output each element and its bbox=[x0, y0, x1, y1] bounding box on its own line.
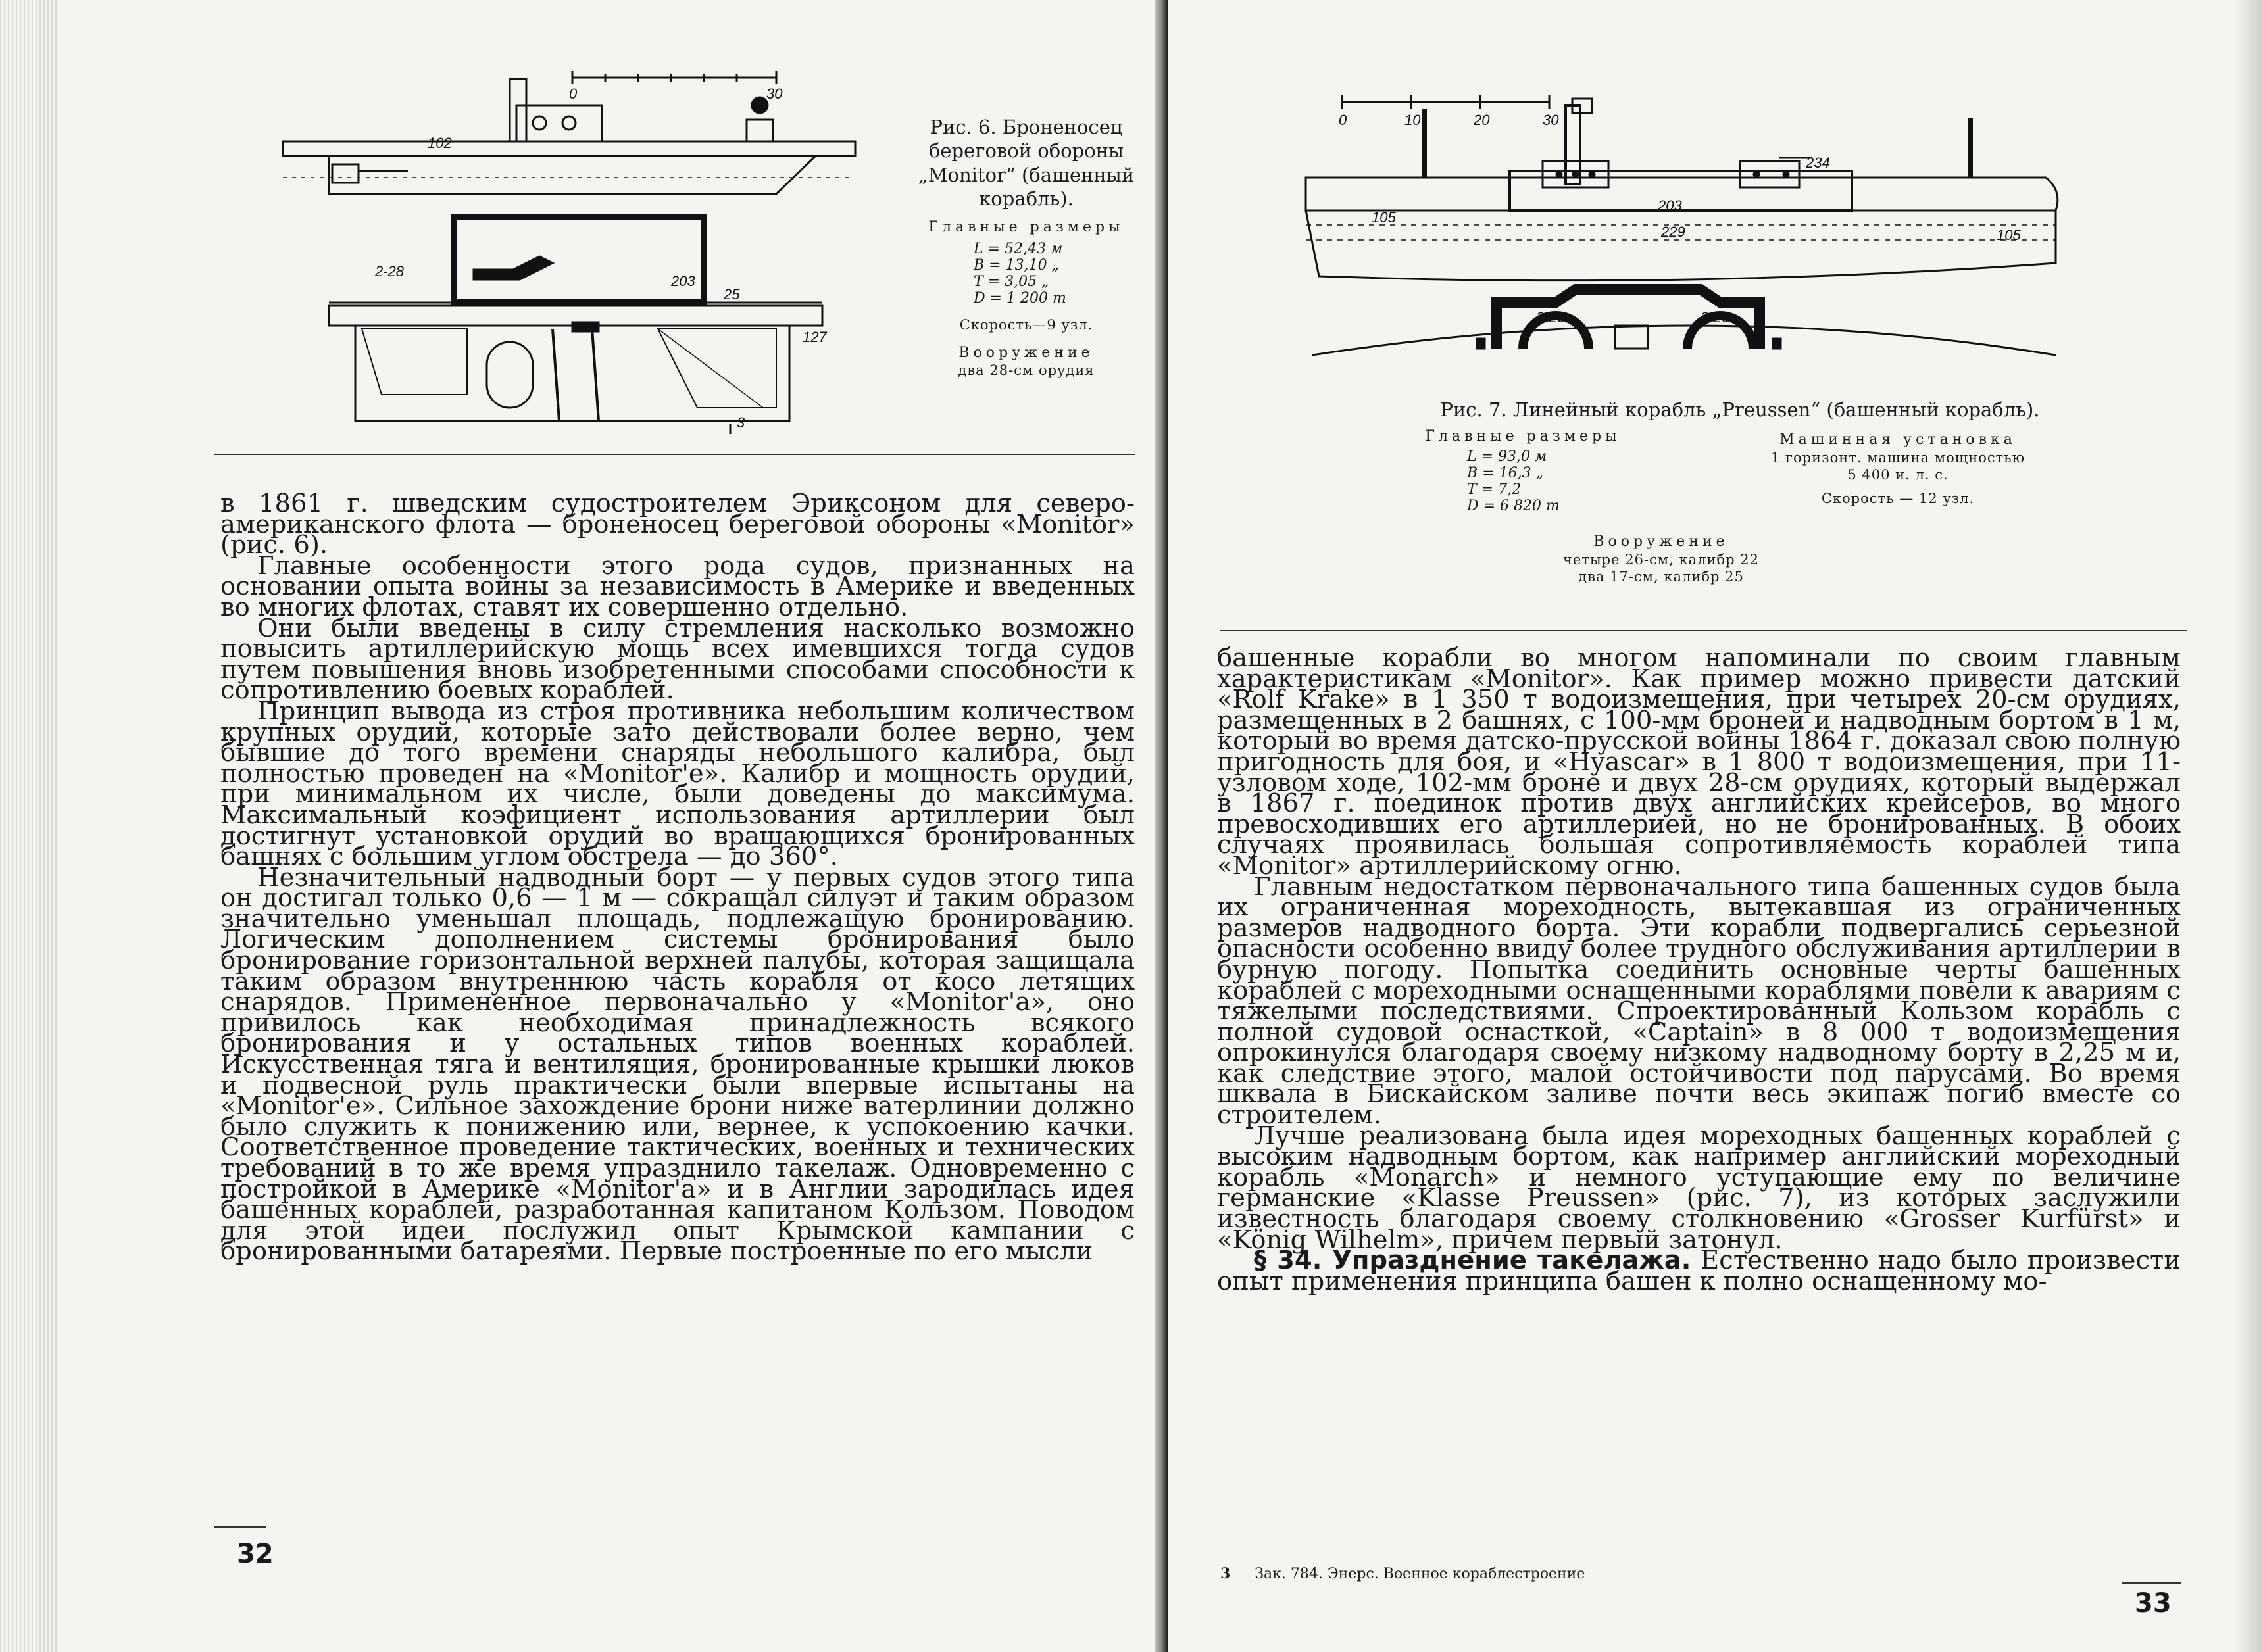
figure-caption-title: Рис. 7. Линейный корабль „Preussen“ (башенный корабль). bbox=[1440, 399, 2040, 421]
figure-7-machine bbox=[1707, 431, 2089, 507]
preussen-ship-drawing bbox=[1299, 79, 2089, 375]
footnote-number: 3 bbox=[1220, 1565, 1231, 1582]
paragraph: Главные особенности этого рода судов, признанных на основании опыта войны за независимость в Америке и введенных во многих флотах, ставят их совершенно отдельно. bbox=[220, 550, 1135, 622]
divider-rule bbox=[1220, 630, 2187, 631]
dim-value: T = 7,2 bbox=[1467, 481, 1522, 498]
figure-7-drawing bbox=[1299, 79, 2089, 375]
paragraph: в 1861 г. шведским судостроителем Эриксоном для северо-американского флота — броненосец береговой обороны «Monitor» (рис. 6). bbox=[220, 489, 1135, 560]
paragraph: Незначительный надводный борт — у первых судов этого типа он достигал только 0,6 — 1 м — сокращал силуэт и таким образом значительно уменьшал площадь, подлежащую бронированию. Логическим дополнением системы бронирования было бронирование горизонтальной верхней палубы, которая защищала таким образом внутреннюю часть корабля от косо летящих снарядов. Примененное первоначально у «Monitor'a», оно привилось как необходимая принадлежность всякого бронирования и у остальных типов военных кораблей. Искусственная тяга и вентиляция, бронированные крышки люков и подвесной руль практически были впервые испытаны на «Monitor'e». Сильное захождение брони ниже ватерлинии должно было служить к понижению или, вернее, к успокоению качки. Соответственное проведение тактических, военных и технических требований в то же время упразднило такелаж. Одновременно с постройкой в Америке «Monitor'a» и в Англии зародилась идея башенных кораблей, разработанная капитаном Кользом. Поводом для этой идеи послужил опыт Крымской кампании с бронированными батареями. Первые построенные по его мысли bbox=[220, 862, 1135, 1267]
armament-text: два 17-см, калибр 25 bbox=[1578, 568, 1744, 585]
scale-label: 0 bbox=[1339, 112, 1347, 128]
page-edge bbox=[2235, 0, 2261, 1652]
speed-text: Скорость — 12 узл. bbox=[1821, 491, 1975, 506]
machine-text: 5 400 и. л. с. bbox=[1847, 466, 1949, 483]
page-edge bbox=[0, 0, 59, 1652]
book-gutter bbox=[1155, 0, 1168, 1652]
dim-value: T = 3,05 „ bbox=[974, 274, 1049, 291]
scale-label: 30 bbox=[766, 85, 783, 102]
dim-label: 102 bbox=[428, 135, 452, 151]
figure-6-caption bbox=[908, 115, 1145, 379]
left-body-text bbox=[220, 489, 1135, 1267]
scale-label: 0 bbox=[569, 85, 578, 102]
dim-label: 25 bbox=[724, 286, 740, 303]
machine-heading: Машинная установка bbox=[1779, 431, 2016, 448]
speed-text: Скорость—9 узл. bbox=[959, 316, 1093, 333]
section-heading: § 34. Упразднение такелажа. bbox=[1254, 1246, 1691, 1276]
dim-value: L = 93,0 м bbox=[1467, 448, 1547, 465]
armament-text: два 28-см орудия bbox=[958, 362, 1095, 379]
paragraph: Принцип вывода из строя противника небольшим количеством крупных орудий, которые зато действовали более верно, чем бывшие до того времени снаряды небольшого калибра, был полностью проведен на «Monitor'e». Калибр и мощность орудий, при минимальном их числе, были доведены до максимума. Максимальный коэфициент использования артиллерии был достигнут установкой орудий во вращающихся бронированных башнях с большим углом обстрела — до 360°. bbox=[220, 696, 1135, 872]
machine-text: 1 горизонт. машина мощностью bbox=[1771, 449, 2025, 466]
footnote-text: Зак. 784. Энерс. Военное кораблестроение bbox=[1255, 1566, 1585, 1582]
right-body-text bbox=[1217, 643, 2181, 1296]
dim-value: B = 13,10 „ bbox=[974, 256, 1059, 274]
page-number: 32 bbox=[237, 1539, 274, 1569]
page-number-rule bbox=[214, 1526, 266, 1528]
paragraph: Главным недостатком первоначального типа башенных судов была их ограниченная мореходность, вытекавшая из ограниченных размеров надводного борта. Эти корабли подвергались серьезной опасности особенно ввиду более трудного обслуживания артиллерии в бурную погоду. Попытка соединить основные черты башенных кораблей с мореходными оснащенными кораблями повели к авариям с тяжелыми последствиями. Спроектированный Кользом корабль с полной судовой оснасткой, «Captain» в 8 000 т водоизмещения опрокинулся благодаря своему низкому надводному борту в 2,25 м и, как следствие этого, малой остойчивости под парусами. Во время шквала в Бискайском заливе почти весь экипаж погиб вместе со строителем. bbox=[1217, 871, 2181, 1130]
scale-label: 30 bbox=[1543, 112, 1559, 128]
monitor-ship-drawing bbox=[276, 66, 868, 434]
divider-rule bbox=[214, 454, 1135, 455]
page-number: 33 bbox=[2135, 1588, 2172, 1618]
dim-label: 127 bbox=[803, 329, 827, 345]
page-number-rule bbox=[2122, 1582, 2181, 1584]
paragraph: Лучше реализована была идея мореходных башенных кораблей с высоким надводным бортом, как например английский мореходный корабль «Monarch» и немного уступающие ему по величине германские «Klasse Preussen» (рис. 7), из которых заслужили известность благодаря своему столкновению «Grosser Kurfürst» и «König Wilhelm», причем первый затонул. bbox=[1217, 1121, 2181, 1255]
dims-list bbox=[1467, 449, 1579, 515]
dim-label: 2-28 bbox=[375, 263, 405, 279]
dim-label: 105 bbox=[1997, 227, 2021, 243]
dims-list bbox=[974, 241, 1079, 307]
armament-heading: Вооружение bbox=[958, 344, 1094, 361]
dim-label: 203 bbox=[671, 273, 695, 289]
right-page bbox=[1168, 0, 2261, 1652]
footnote bbox=[1220, 1565, 1585, 1582]
dim-value: B = 16,3 „ bbox=[1467, 464, 1543, 481]
dim-label: 105 bbox=[1372, 209, 1396, 226]
section-text: Естественно надо было произвести опыт применения принципа башен к полно оснащенному мо- bbox=[1217, 1246, 2181, 1296]
scale-label: 20 bbox=[1474, 112, 1490, 128]
dim-value: D = 6 820 т bbox=[1467, 498, 1560, 515]
dims-heading: Главные размеры bbox=[1425, 428, 1621, 445]
armament-heading: Вооружение bbox=[1593, 533, 1729, 550]
dim-label: 234 bbox=[1806, 155, 1830, 171]
section-paragraph bbox=[1217, 1246, 2181, 1296]
dims-heading: Главные размеры bbox=[928, 219, 1124, 235]
scale-label: 10 bbox=[1404, 112, 1421, 128]
figure-6-drawing bbox=[276, 66, 868, 434]
figure-7-armament bbox=[1464, 533, 1858, 585]
dim-value: D = 1 200 т bbox=[974, 290, 1066, 307]
paragraph: Они были введены в силу стремления насколько возможно повысить артиллерийскую мощь всех имевшихся тогда судов путем повышения вновь изобретенными способами способности к сопротивлению боевых кораблей. bbox=[220, 613, 1135, 706]
dim-label: 229 bbox=[1661, 224, 1685, 240]
paragraph: башенные корабли во многом напоминали по своим главным характеристикам «Monitor». Как пример можно привести датский «Rolf Krake» в 1 350 т водоизмещения, при четырех 20-см орудиях, размещенных в 2 башнях, с 100-мм броней и надводным бортом в 1 м, который во время датско-прусской войны 1864 г. доказал свою полную пригодность для боя, и «Hyascar» в 1 800 т водоизмещения, при 11-узловом ходе, 102-мм броне и двух 28-см орудиях, который выдержал в 1867 г. поединок против двух английских крейсеров, во много превосходивших его артиллерией, но не бронированных. В обоих случаях проявилась большая сопротивляемость кораблей типа «Monitor» артиллерийскому огню. bbox=[1217, 643, 2181, 881]
dim-label: 3 bbox=[737, 414, 745, 431]
armament-text: четыре 26-см, калибр 22 bbox=[1563, 551, 1759, 568]
dim-label: 2-26 bbox=[1701, 309, 1730, 326]
dim-value: L = 52,43 м bbox=[974, 240, 1063, 257]
dim-label: 203 bbox=[1658, 197, 1682, 214]
figure-caption-title: Рис. 6. Броненосец береговой обороны „Monitor“ (башенный корабль). bbox=[918, 116, 1135, 210]
figure-7-dims bbox=[1378, 427, 1668, 515]
figure-7-caption bbox=[1339, 398, 2141, 422]
dim-label: 2-26 bbox=[1536, 309, 1566, 326]
